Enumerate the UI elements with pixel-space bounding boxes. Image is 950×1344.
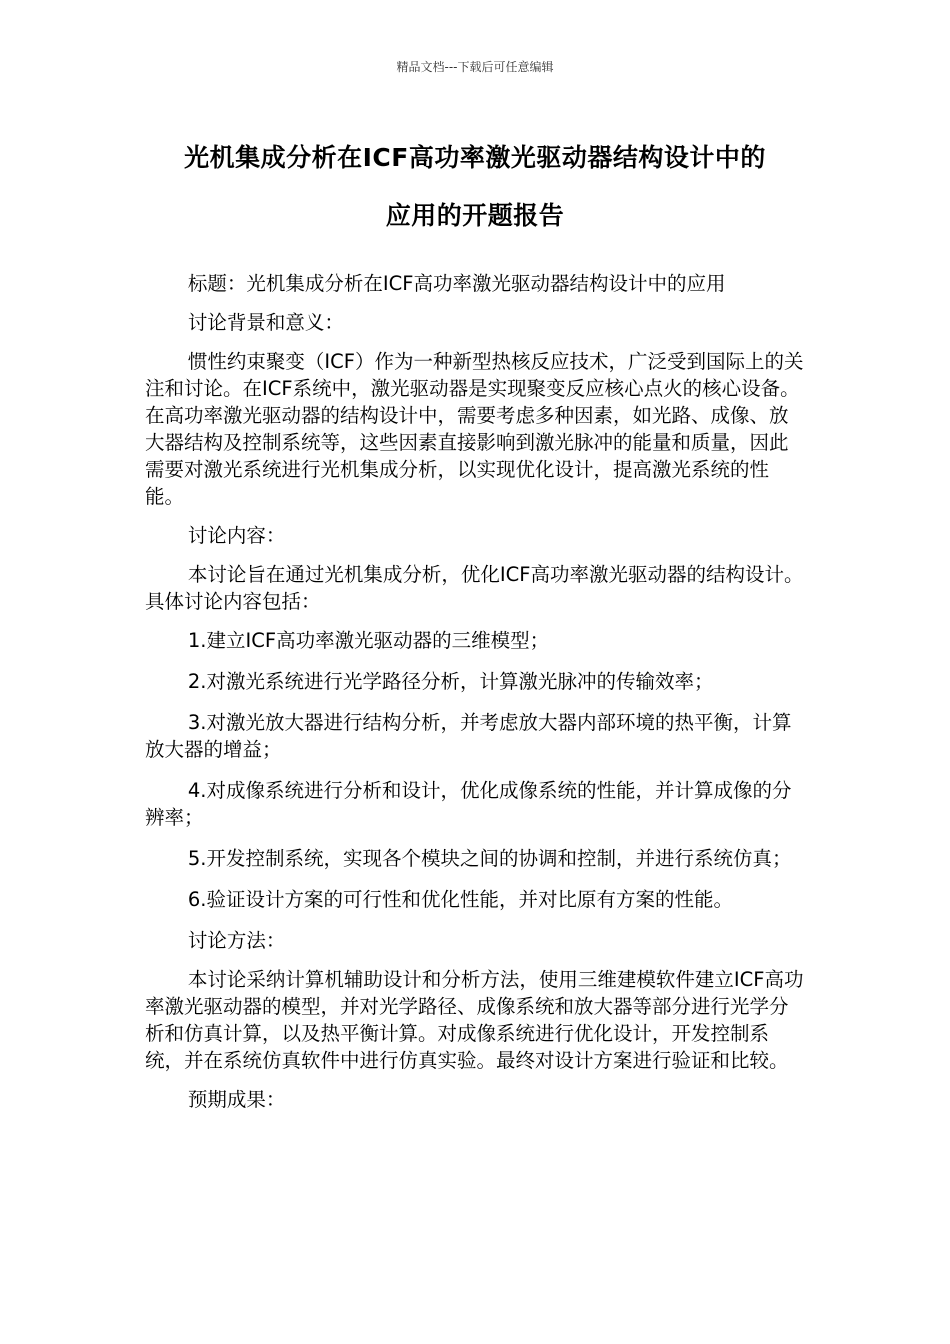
document-title-line-1: 光机集成分析在ICF高功率激光驱动器结构设计中的 — [184, 143, 766, 172]
section-heading-method: 讨论方法： — [187, 929, 286, 952]
document-title-line-2: 应用的开题报告 — [385, 201, 565, 230]
list-item: 1.建立ICF高功率激光驱动器的三维模型； — [187, 629, 550, 652]
list-item: 2.对激光系统进行光学路径分析，计算激光脉冲的传输效率； — [187, 670, 714, 693]
content-intro-paragraph: 本讨论旨在通过光机集成分析，优化ICF高功率激光驱动器的结构设计。具体讨论内容包括： — [145, 563, 804, 613]
section-heading-background: 讨论背景和意义： — [187, 311, 344, 334]
document-body — [145, 270, 807, 1125]
list-item: 6.验证设计方案的可行性和优化性能，并对比原有方案的性能。 — [187, 888, 733, 911]
background-paragraph: 惯性约束聚变（ICF）作为一种新型热核反应技术，广泛受到国际上的关注和讨论。在ICF系统中，激光驱动器是实现聚变反应核心点火的核心设备。在高功率激光驱动器的结构设计中，需要考虑多种因素，如光路、成像、放大器结构及控制系统等，这些因素直接影响到激光脉冲的能量和质量，因此需要对激光系统进行光机集成分析，以实现优化设计，提高激光系统的性能。 — [145, 350, 804, 508]
subject-line: 标题：光机集成分析在ICF高功率激光驱动器结构设计中的应用 — [187, 272, 726, 295]
list-item: 3.对激光放大器进行结构分析，并考虑放大器内部环境的热平衡，计算放大器的增益； — [145, 711, 792, 761]
section-heading-expected-results: 预期成果： — [187, 1088, 286, 1111]
list-item: 5.开发控制系统，实现各个模块之间的协调和控制，并进行系统仿真； — [187, 847, 792, 870]
list-item: 4.对成像系统进行分析和设计，优化成像系统的性能，并计算成像的分辨率； — [145, 779, 792, 829]
section-heading-content: 讨论内容： — [187, 524, 286, 547]
page-header-watermark: 精品文档---下载后可任意编辑 — [396, 60, 554, 74]
method-paragraph: 本讨论采纳计算机辅助设计和分析方法，使用三维建模软件建立ICF高功率激光驱动器的模型，并对光学路径、成像系统和放大器等部分进行光学分析和仿真计算，以及热平衡计算。对成像系统进行优化设计，开发控制系统，并在系统仿真软件中进行仿真实验。最终对设计方案进行验证和比较。 — [145, 968, 804, 1072]
